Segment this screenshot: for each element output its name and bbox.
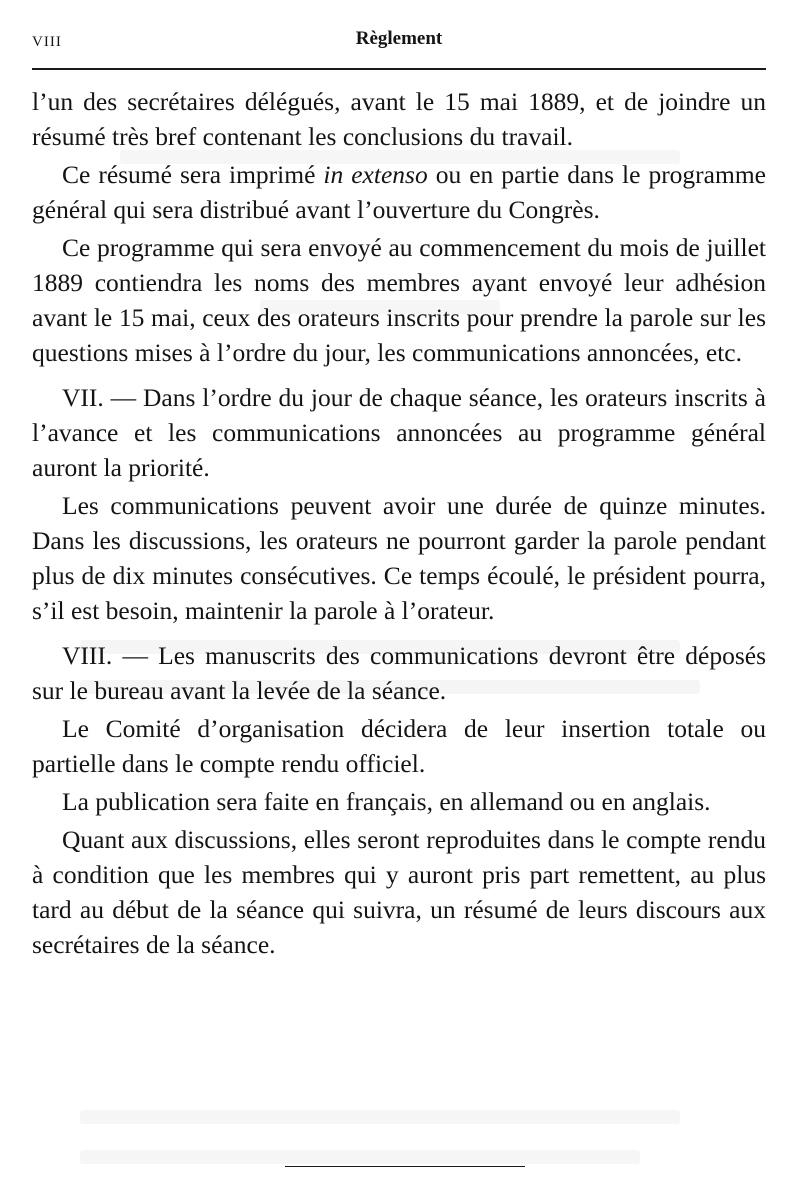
paragraph: l’un des secrétaires délégués, avant le 15 mai 1889, et de joindre un résumé très bref contenant les conclusions du travail. (32, 87, 766, 151)
footer-rule (285, 1166, 525, 1167)
paragraph: Ce résumé sera imprimé in extenso ou en partie dans le programme général qui sera distribué avant l’ouverture du Congrès. (32, 160, 766, 224)
page-header (32, 28, 766, 58)
paragraph: Ce programme qui sera envoyé au commencement du mois de juillet 1889 contiendra les noms des membres ayant envoyé leur adhésion avant le 15 mai, ceux des orateurs inscrits pour prendre la parole sur les questions mises à l’ordre du jour, les communications annoncées, etc. (32, 233, 766, 367)
paragraph: Les communications peuvent avoir une durée de quinze minutes. Dans les discussions, les orateurs ne pourront garder la parole pendant plus de dix minutes consécutives. Ce temps écoulé, le président pourra, s’il est besoin, maintenir la parole à l’orateur. (32, 491, 766, 625)
paragraph: Quant aux discussions, elles seront reproduites dans le compte rendu à condition que les membres qui y auront pris part remettent, au plus tard au début de la séance qui suivra, un résumé de leurs discours aux secrétaires de la séance. (32, 825, 766, 959)
page-number: VIII (32, 34, 62, 50)
body-text (32, 84, 766, 962)
paragraph-article-vii: VII. — Dans l’ordre du jour de chaque séance, les orateurs inscrits à l’avance et les communications annoncées au programme général auront la priorité. (32, 383, 766, 482)
italic-phrase: in extenso (323, 160, 428, 189)
header-rule (32, 68, 766, 70)
paragraph: La publication sera faite en français, en allemand ou en anglais. (62, 787, 711, 816)
running-title: Règlement (355, 28, 443, 49)
paragraph-article-viii: VIII. — Les manuscrits des communications devront être déposés sur le bureau avant la levée de la séance. (32, 641, 766, 705)
paragraph: Le Comité d’organisation décidera de leur insertion totale ou partielle dans le compte rendu officiel. (32, 714, 766, 778)
